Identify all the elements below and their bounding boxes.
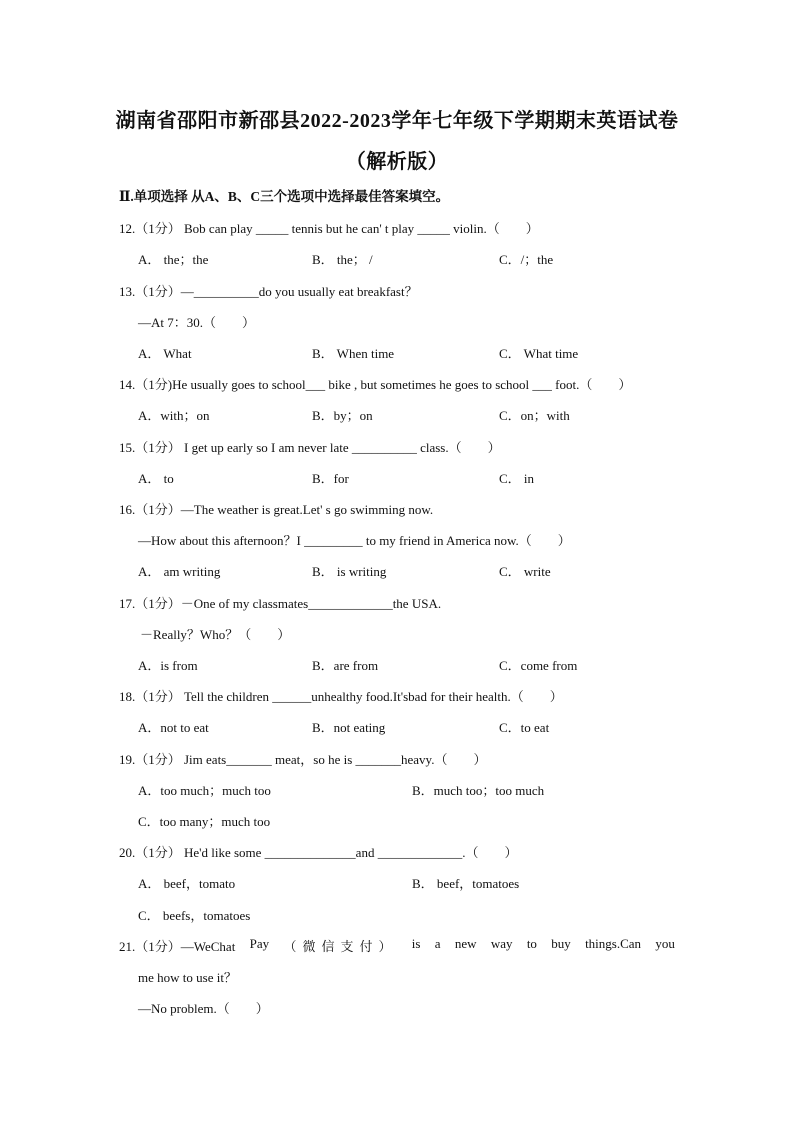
question-14-stem: 14.（1分)He usually goes to school___ bike , but sometimes he goes to school ___ foot.（ ） (119, 377, 632, 392)
q21-word: Pay (249, 936, 270, 951)
question-21-stem-continued: me how to use it？ (138, 970, 237, 985)
question-16-stem-reply: —How about this afternoon？I _________ to my friend in America now.（ ） (138, 533, 571, 548)
question-15-option-b: B．for (312, 471, 349, 486)
question-15-option-a: A． to (138, 471, 174, 486)
question-12-option-c: C．/；the (499, 252, 554, 267)
question-16-stem: 16.（1分）—The weather is great.Let' s go swimming now. (119, 502, 434, 517)
exam-subtitle: （解析版） (345, 151, 449, 173)
question-21-stem-reply: —No problem.（ ） (138, 1001, 269, 1016)
question-16-option-c: C． write (499, 564, 551, 579)
question-18-option-a: A．not to eat (138, 720, 209, 735)
question-19-option-a: A．too much；much too (138, 783, 271, 798)
q21-word: things.Can (585, 936, 642, 951)
question-17-option-a: A．is from (138, 658, 198, 673)
question-20-option-c: C． beefs，tomatoes (138, 908, 251, 923)
question-17-stem: 17.（1分）－One of my classmates_____________the USA. (119, 596, 442, 611)
q21-word: buy (551, 936, 571, 951)
q21-word: （微信支付） (283, 939, 398, 954)
question-19-option-b: B．much too；too much (412, 783, 545, 798)
q21-word: way (490, 936, 513, 951)
question-16-option-b: B． is writing (312, 564, 387, 579)
question-17-option-c: C．come from (499, 658, 578, 673)
question-17-option-b: B．are from (312, 658, 379, 673)
q21-word: to (526, 936, 537, 951)
q21-word: 21.（1分）—WeChat (119, 939, 236, 954)
question-19-option-c: C．too many；much too (138, 814, 271, 829)
question-19-stem: 19.（1分） Jim eats_______ meat，so he is _______heavy.（ ） (119, 752, 487, 767)
exam-title: 湖南省邵阳市新邵县2022-2023学年七年级下学期期末英语试卷 (115, 110, 679, 132)
question-18-option-c: C．to eat (499, 720, 550, 735)
question-12-option-a: A． the；the (138, 252, 209, 267)
question-20-option-a: A． beef，tomato (138, 876, 236, 891)
q21-word: is (411, 936, 421, 951)
section-heading: Ⅱ.单项选择 从A、B、C三个选项中选择最佳答案填空。 (119, 189, 450, 204)
question-16-option-a: A． am writing (138, 564, 221, 579)
question-18-option-b: B．not eating (312, 720, 386, 735)
question-14-option-b: B．by；on (312, 408, 373, 423)
q21-word: you (655, 936, 675, 951)
q21-word: a (434, 936, 441, 951)
question-20-option-b: B． beef，tomatoes (412, 876, 520, 891)
question-13-option-b: B． When time (312, 346, 395, 361)
question-18-stem: 18.（1分） Tell the children ______unhealthy food.It'sbad for their health.（ ） (119, 689, 563, 704)
question-12-option-b: B． the； / (312, 252, 373, 267)
question-13-option-c: C． What time (499, 346, 579, 361)
question-15-option-c: C． in (499, 471, 535, 486)
question-15-stem: 15.（1分） I get up early so I am never late __________ class.（ ） (119, 440, 501, 455)
question-12-stem: 12.（1分） Bob can play _____ tennis but he can' t play _____ violin.（ ） (119, 221, 539, 236)
question-21-stem (119, 936, 675, 955)
question-13-stem-reply: —At 7：30.（ ） (138, 315, 256, 330)
question-13-option-a: A． What (138, 346, 192, 361)
question-13-stem: 13.（1分）—__________do you usually eat breakfast？ (119, 284, 418, 299)
q21-word: new (454, 936, 477, 951)
question-17-stem-reply: －Really？Who？（ ） (140, 627, 291, 642)
question-20-stem: 20.（1分） He'd like some ______________and _____________.（ ） (119, 845, 518, 860)
question-14-option-c: C．on；with (499, 408, 570, 423)
question-14-option-a: A．with；on (138, 408, 210, 423)
